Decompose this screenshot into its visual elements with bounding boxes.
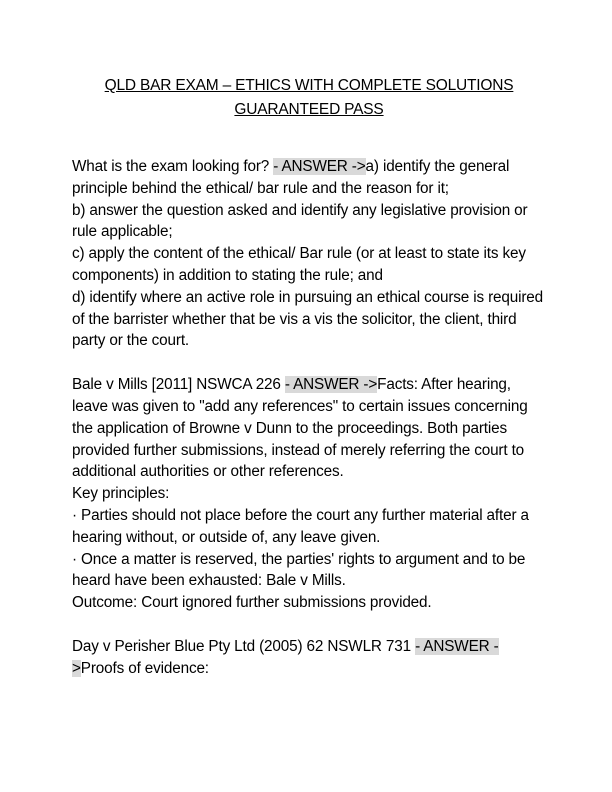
qa-first-line — [72, 374, 546, 483]
question-text: Day v Perisher Blue Pty Ltd (2005) 62 NSWLR 731 — [72, 637, 416, 655]
answer-text: Proofs of evidence: — [80, 659, 209, 677]
answer-text: d) identify where an active role in pursuing an ethical course is required of the barrister whether that be vis a vis the solicitor, the client, third party or the court. — [72, 288, 544, 350]
question-text: What is the exam looking for? — [72, 158, 274, 175]
question-text: Bale v Mills [2011] NSWCA 226 — [72, 376, 285, 394]
answer-marker-part-a: - ANSWER - — [415, 637, 499, 655]
title-line-2: GUARANTEED PASS — [234, 101, 384, 118]
qa-first-line — [72, 636, 546, 680]
answer-text: · Parties should not place before the court any further material after a hearing without, or outside of, any leave given. — [72, 506, 529, 546]
answer-text: Facts: After hearing, leave was given to "add any references" to certain issues concerning the application of Browne v Dunn to the proceedings. Both parties provided further submissions, instead of merely referring the court to additional authorities or other references. — [72, 376, 528, 481]
answer-text: Outcome: Court ignored further submissions provided. — [72, 594, 432, 612]
answer-text: c) apply the content of the ethical/ Bar rule (or at least to state its key components) in addition to stating the rule; and — [72, 245, 526, 284]
answer-marker-part-b: > — [72, 659, 81, 677]
answer-marker: - ANSWER -> — [284, 376, 378, 394]
qa-entry — [72, 156, 546, 352]
qa-entry — [72, 636, 546, 680]
title-line-1: QLD BAR EXAM – ETHICS WITH COMPLETE SOLUTIONS — [104, 77, 514, 94]
answer-marker: - ANSWER -> — [273, 158, 366, 175]
document-title — [72, 74, 546, 122]
qa-entry — [72, 374, 546, 614]
answer-text: · Once a matter is reserved, the parties' rights to argument and to be heard have been exhausted: Bale v Mills. — [72, 550, 526, 590]
qa-first-line — [72, 156, 546, 200]
answer-text: a) identify the general principle behind the ethical/ bar rule and the reason for it; — [72, 158, 510, 197]
answer-text: Key principles: — [72, 485, 170, 503]
answer-text: b) answer the question asked and identify any legislative provision or rule applicable; — [72, 201, 528, 241]
